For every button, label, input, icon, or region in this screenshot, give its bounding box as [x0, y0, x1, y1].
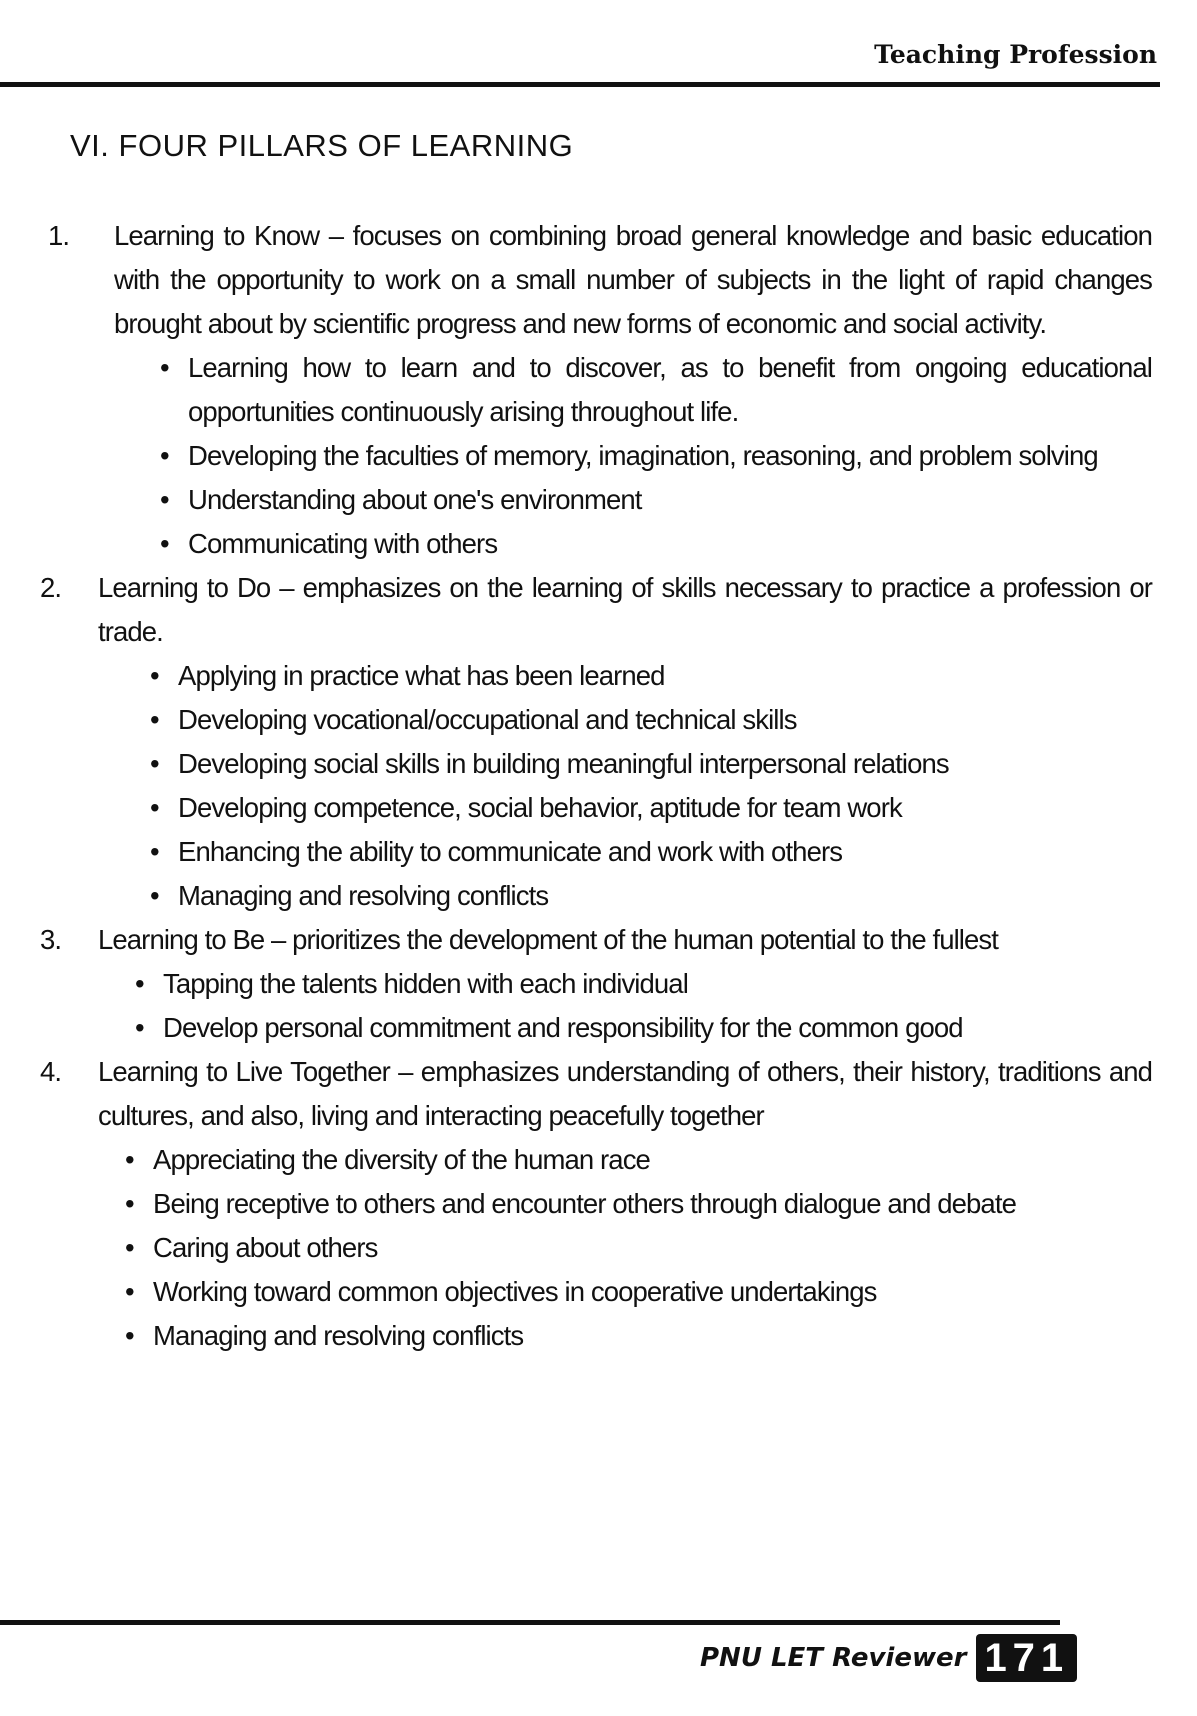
header-rule — [0, 82, 1160, 87]
pillar-item — [40, 214, 1152, 566]
pillar-item — [40, 1050, 1152, 1358]
pillar-item — [40, 918, 1152, 1050]
bullet-item — [150, 742, 1152, 786]
bullet-text: Developing social skills in building meaningful interpersonal relations — [178, 748, 949, 779]
bullet-list — [40, 346, 1152, 566]
bullet-item — [150, 654, 1152, 698]
bullet-item — [135, 962, 1152, 1006]
bullet-text: Working toward common objectives in cooperative undertakings — [153, 1276, 877, 1307]
bullet-icon: • — [150, 660, 159, 691]
bullet-text: Develop personal commitment and responsibility for the common good — [163, 1012, 963, 1043]
pillar-item — [40, 566, 1152, 918]
bullet-text: Understanding about one's environment — [188, 484, 642, 515]
bullet-item — [160, 522, 1152, 566]
footer — [700, 1634, 1077, 1682]
bullet-item — [135, 1006, 1152, 1050]
bullet-text: Learning how to learn and to discover, as to benefit from ongoing educational opportunities continuously arising throughout life. — [188, 352, 1152, 427]
bullet-item — [160, 434, 1152, 478]
bullet-list — [40, 962, 1152, 1050]
bullet-item — [125, 1314, 1152, 1358]
bullet-item — [125, 1226, 1152, 1270]
bullet-list — [40, 1138, 1152, 1358]
item-text: Learning to Know – focuses on combining broad general knowledge and basic education with the opportunity to work on a small number of subjects in the light of rapid changes brought about by scientific progress and new forms of economic and social activity. — [114, 220, 1152, 339]
bullet-icon: • — [125, 1188, 134, 1219]
bullet-item — [150, 874, 1152, 918]
bullet-item — [150, 698, 1152, 742]
bullet-icon: • — [160, 440, 169, 471]
bullet-icon: • — [125, 1144, 134, 1175]
bullet-text: Appreciating the diversity of the human race — [153, 1144, 650, 1175]
bullet-icon: • — [150, 880, 159, 911]
bullet-icon: • — [135, 968, 144, 999]
bullet-icon: • — [160, 528, 169, 559]
bullet-icon: • — [125, 1320, 134, 1351]
bullet-icon: • — [125, 1276, 134, 1307]
item-number: 4. — [40, 1056, 62, 1087]
bullet-text: Enhancing the ability to communicate and work with others — [178, 836, 843, 867]
bullet-icon: • — [160, 484, 169, 515]
bullet-icon: • — [135, 1012, 144, 1043]
section-title: VI. FOUR PILLARS OF LEARNING — [70, 128, 574, 163]
bullet-icon: • — [150, 704, 159, 735]
bullet-text: Tapping the talents hidden with each individual — [163, 968, 688, 999]
bullet-text: Communicating with others — [188, 528, 498, 559]
bullet-text: Managing and resolving conflicts — [153, 1320, 524, 1351]
bullet-icon: • — [150, 836, 159, 867]
bullet-item — [160, 478, 1152, 522]
bullet-text: Caring about others — [153, 1232, 378, 1263]
bullet-text: Being receptive to others and encounter others through dialogue and debate — [153, 1188, 1016, 1219]
item-number: 2. — [40, 572, 62, 603]
footer-rule — [0, 1620, 1060, 1625]
item-text: Learning to Do – emphasizes on the learning of skills necessary to practice a profession or trade. — [98, 572, 1152, 647]
bullet-icon: • — [160, 352, 169, 383]
book-title: PNU LET Reviewer — [700, 1643, 967, 1673]
bullet-item — [150, 786, 1152, 830]
bullet-text: Developing vocational/occupational and technical skills — [178, 704, 797, 735]
bullet-text: Applying in practice what has been learned — [178, 660, 665, 691]
bullet-icon: • — [125, 1232, 134, 1263]
item-text: Learning to Live Together – emphasizes understanding of others, their history, traditions and cultures, and also, living and interacting peacefully together — [98, 1056, 1152, 1131]
bullet-item — [150, 830, 1152, 874]
bullet-text: Managing and resolving conflicts — [178, 880, 549, 911]
bullet-item — [125, 1270, 1152, 1314]
bullet-icon: • — [150, 748, 159, 779]
bullet-icon: • — [150, 792, 159, 823]
page-number: 171 — [976, 1634, 1077, 1682]
running-header: Teaching Profession — [874, 40, 1157, 69]
item-number: 3. — [40, 924, 62, 955]
bullet-item — [160, 346, 1152, 434]
bullet-text: Developing the faculties of memory, imagination, reasoning, and problem solving — [188, 440, 1098, 471]
item-number: 1. — [48, 220, 70, 251]
bullet-item — [125, 1138, 1152, 1182]
item-text: Learning to Be – prioritizes the development of the human potential to the fullest — [98, 924, 999, 955]
bullet-text: Developing competence, social behavior, aptitude for team work — [178, 792, 902, 823]
bullet-list — [40, 654, 1152, 918]
bullet-item — [125, 1182, 1152, 1226]
pillars-list — [40, 214, 1152, 1358]
